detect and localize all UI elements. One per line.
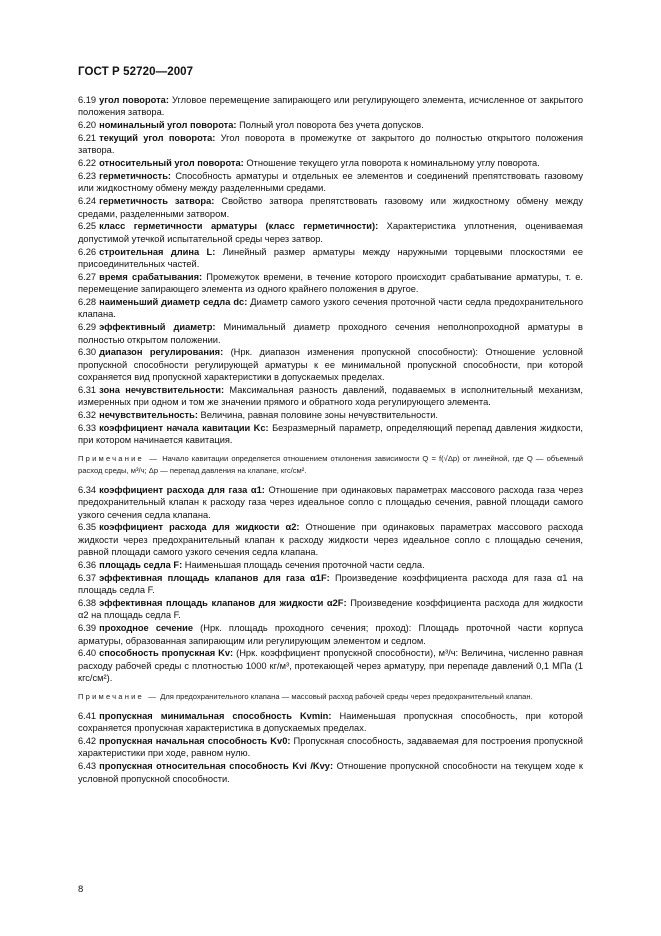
clause-number: 6.24 xyxy=(78,196,97,207)
definition-text: (Нрк. площадь проходного сечения; проход): Площадь проточной части корпуса арматуры, образованная запирающим или регулирующим элементом и седлом. xyxy=(78,623,583,646)
term: нечувствительность: xyxy=(99,410,198,421)
definition-text: Наименьшая пропускная способность, при которой сохраняется пропускная характеристика в допускаемых пределах. xyxy=(78,710,583,734)
definition-text: Наименьшая площадь сечения проточной части седла. xyxy=(184,560,425,571)
clause-number: 6.42 xyxy=(78,735,97,746)
term: герметичность: xyxy=(99,171,172,181)
clause-number: 6.23 xyxy=(78,171,97,181)
definition-item xyxy=(78,760,583,785)
definition-item xyxy=(78,132,583,157)
term: пропускная минимальная способность Kvmin: xyxy=(99,710,332,721)
document-header: ГОСТ Р 52720—2007 xyxy=(78,66,194,78)
term: пропускная начальная способность Kv0: xyxy=(99,735,291,746)
clause-number: 6.28 xyxy=(78,297,97,308)
term: эффективная площадь клапанов для газа α1F: xyxy=(99,572,330,583)
definition-text: Способность арматуры и отдельных ее элементов и соединений препятствовать газовому или жидкостному обмену между разделенными средами. xyxy=(78,171,583,194)
definition-text: Максимальная разность давлений, подаваемых в исполнительный механизм, измеренных при одном и том же значении прямого и обратного хода регулирующего элемента. xyxy=(78,385,583,408)
definition-item xyxy=(78,246,583,271)
term: номинальный угол поворота: xyxy=(99,120,237,131)
definition-text: Отношение текущего угла поворота к номинальному углу поворота. xyxy=(246,158,540,169)
term: эффективная площадь клапанов для жидкости α2F: xyxy=(99,598,347,609)
term: диапазон регулирования: xyxy=(99,347,224,358)
definition-text: Линейный размер арматуры между наружными торцевыми плоскостями ее присоединительных частей. xyxy=(78,246,584,270)
term: время срабатывания: xyxy=(99,271,203,282)
term: пропускная относительная способность Kvi /Kvy: xyxy=(99,761,334,772)
definition-item xyxy=(78,195,583,220)
clause-number: 6.38 xyxy=(78,598,97,609)
term: класс герметичности арматуры (класс герметичности): xyxy=(99,221,379,232)
clause-number: 6.40 xyxy=(78,648,97,659)
definition-item xyxy=(78,484,583,521)
term: относительный угол поворота: xyxy=(99,158,244,169)
clause-number: 6.21 xyxy=(78,133,97,143)
note-text: Начало кавитации определяется отношением отклонения зависимости Q = f(√Δp) от линейной, где Q — объемный расход среды, м³/ч; Δp — перепад давления на клапане, кгс/см². xyxy=(78,453,583,475)
term: угол поворота: xyxy=(99,95,169,105)
definition-item xyxy=(78,346,583,383)
definition-text: Промежуток времени, в течение которого происходит срабатывание арматуры, т. е. перемещение запирающего элемента из одного крайнего положения в другое. xyxy=(78,271,583,295)
term: коэффициент расхода для газа α1: xyxy=(99,484,265,495)
clause-number: 6.26 xyxy=(78,246,97,257)
definition-text: Величина, равная половине зоны нечувствительности. xyxy=(200,410,438,421)
definition-item xyxy=(78,597,583,622)
definition-item xyxy=(78,622,583,647)
definition-item xyxy=(78,521,583,558)
definition-text: Угол поворота в промежутке от закрытого до полностью открытого положения затвора. xyxy=(78,133,583,156)
clause-number: 6.22 xyxy=(78,158,97,169)
definition-text: Безразмерный параметр, определяющий перепад давления жидкости, при котором начинается кавитация. xyxy=(78,423,583,446)
clause-number: 6.31 xyxy=(78,385,97,396)
clause-number: 6.43 xyxy=(78,761,97,772)
term: строительная длина L: xyxy=(99,246,216,257)
clause-number: 6.34 xyxy=(78,484,97,495)
definition-item xyxy=(78,735,583,760)
definition-text: Произведение коэффициента расхода для газа α1 на площадь седла F. xyxy=(78,572,583,596)
definition-text: Свойство затвора препятствовать газовому или жидкостному обмену между средами, разделенными затвором. xyxy=(78,196,583,219)
note-cavitation xyxy=(78,453,583,477)
definition-item xyxy=(78,271,583,296)
term: герметичность затвора: xyxy=(99,196,215,207)
page-number: 8 xyxy=(78,884,84,895)
clause-number: 6.37 xyxy=(78,572,97,583)
term: наименьший диаметр седла dc: xyxy=(99,297,248,308)
definition-text: Угловое перемещение запирающего или регулирующего элемента, исчисленное от закрытого положения затвора. xyxy=(78,95,583,118)
term: коэффициент начала кавитации Kc: xyxy=(99,423,269,434)
term: способность пропускная Kv: xyxy=(99,648,234,659)
note-label: Примечание — xyxy=(78,691,159,701)
definition-item xyxy=(78,119,583,131)
term: эффективный диаметр: xyxy=(99,322,216,333)
clause-number: 6.19 xyxy=(78,95,97,105)
definition-item xyxy=(78,559,583,571)
document-body xyxy=(78,94,583,785)
definition-item xyxy=(78,296,583,321)
term: текущий угол поворота: xyxy=(99,133,216,143)
definition-text: Пропускная способность, задаваемая для построения пропускной характеристики при ходе, равном нулю. xyxy=(78,735,583,759)
clause-number: 6.20 xyxy=(78,120,97,131)
definition-item xyxy=(78,422,583,447)
definition-text: Произведение коэффициента расхода для жидкости α2 на площадь седла F. xyxy=(78,598,583,621)
note-text: Для предохранительного клапана — массовый расход рабочей среды через предохранительный клапан. xyxy=(160,691,533,701)
definition-text: (Нрк. коэффициент пропускной способности), м³/ч: Величина, численно равная расходу рабочей среды с плотностью 1000 кг/м³, протекающей через арматуру, при перепаде давлений 0,1 МПа (1 кгс/см²). xyxy=(78,648,583,684)
clause-number: 6.27 xyxy=(78,271,97,282)
definition-text: Минимальный диаметр проходного сечения неполнопроходной арматуры в полностью открытом положении. xyxy=(78,322,583,345)
definition-text: Отношение при одинаковых параметрах массового расхода жидкости через предохранительный клапан к расходу жидкости через идеальное сопло с площадью сечения, равной площади самого узкого сечения седла клапана. xyxy=(78,522,584,558)
note-label: Примечание — xyxy=(78,453,160,463)
definition-item xyxy=(78,321,583,346)
definition-item xyxy=(78,647,583,684)
term: коэффициент расхода для жидкости α2: xyxy=(99,522,300,533)
term: площадь седла F: xyxy=(99,560,183,571)
clause-number: 6.39 xyxy=(78,623,97,634)
definition-text: Отношение пропускной способности на текущем ходе к условной пропускной способности. xyxy=(78,761,583,784)
clause-number: 6.35 xyxy=(78,522,97,533)
definition-text: Отношение при одинаковых параметрах массового расхода газа через предохранительный клапан к расходу газа через идеальное сопло с площадью сечения, равной площади самого узкого сечения седла клапана. xyxy=(78,484,583,520)
clause-number: 6.36 xyxy=(78,560,97,571)
definition-text: Полный угол поворота без учета допусков. xyxy=(239,120,424,131)
note-safety-valve xyxy=(78,691,583,703)
definition-item xyxy=(78,94,583,119)
definition-item xyxy=(78,157,583,169)
definition-item xyxy=(78,170,583,195)
clause-number: 6.30 xyxy=(78,347,97,358)
definition-item xyxy=(78,384,583,409)
clause-number: 6.33 xyxy=(78,423,97,434)
term: проходное сечение xyxy=(99,623,194,634)
definitions-block-1 xyxy=(78,94,583,447)
clause-number: 6.29 xyxy=(78,322,97,333)
term: зона нечувствительности: xyxy=(99,385,225,396)
definition-item xyxy=(78,572,583,597)
clause-number: 6.41 xyxy=(78,710,97,721)
definition-item xyxy=(78,409,583,421)
clause-number: 6.25 xyxy=(78,221,97,232)
definition-text: Диаметр самого узкого сечения проточной части седла предохранительного клапана. xyxy=(78,297,583,320)
definition-item xyxy=(78,220,583,245)
definition-text: (Нрк. диапазон изменения пропускной способности): Отношение условной пропускной способности регулирующей арматуры к ее минимальной пропускной способности, при которой сохраняется вид пропускной характеристики в допускаемых пределах. xyxy=(78,347,583,383)
definitions-block-2 xyxy=(78,484,583,685)
definition-text: Характеристика уплотнения, оцениваемая допустимой утечкой испытательной среды через затвор. xyxy=(78,221,583,244)
clause-number: 6.32 xyxy=(78,410,97,421)
definition-item xyxy=(78,710,583,735)
definitions-block-3 xyxy=(78,710,583,785)
